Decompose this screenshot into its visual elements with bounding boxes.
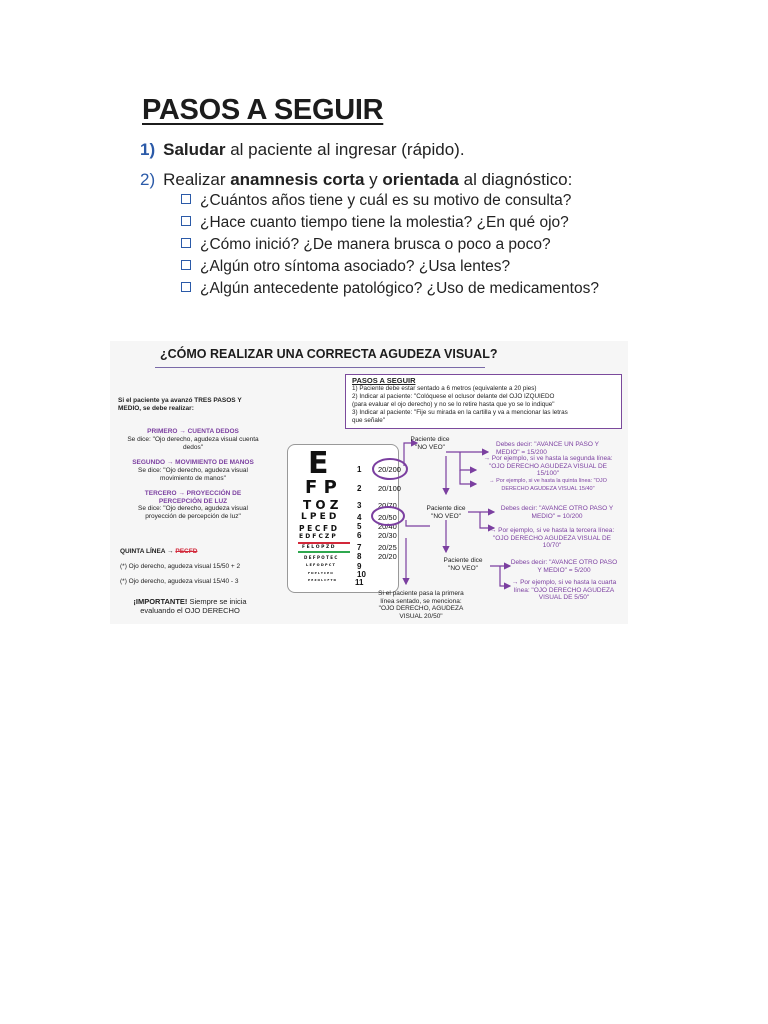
line-number: 2	[357, 484, 362, 493]
acuity-value: 20/25	[378, 543, 397, 552]
chart-letters-row-1: E	[308, 446, 329, 481]
avance-1: Debes decir: "AVANCE UN PASO Y MEDIO" = 15/200	[496, 441, 599, 456]
step-1-bold: Saludar	[163, 140, 226, 159]
line-number: 8	[357, 552, 362, 561]
acuity-value: 20/40	[378, 522, 397, 531]
question-text: ¿Cómo inició? ¿De manera brusca o poco a poco?	[200, 236, 551, 253]
line-number: 4	[357, 513, 362, 522]
bottom-note: Si el paciente pasa la primera línea sentado, se menciona: "OJO DERECHO, AGUDEZA VISUAL 20/50"	[378, 590, 464, 620]
line-number: 7	[357, 543, 362, 552]
circle-20-200	[373, 459, 407, 479]
quinta-label: QUINTA LÍNEA →	[120, 548, 174, 555]
no-veo-label-2: Paciente dice "NO VEO"	[426, 505, 466, 520]
step-2-number: 2)	[140, 170, 156, 189]
avance-2-example: → Por ejemplo, si ve hasta la tercera línea: "OJO DERECHO AGUDEZA VISUAL DE 10/70"	[489, 527, 615, 549]
pasos-line: (para evaluar el ojo derecho) y no se lo retire hasta que yo se lo indique"	[352, 401, 555, 408]
tercero-title: TERCERO → PROYECCIÓN DE PERCEPCIÓN DE LUZ	[144, 490, 242, 505]
acuity-value: 20/50	[378, 513, 397, 522]
line-number: 11	[355, 578, 364, 587]
quinta-example-2: (*) Ojo derecho, agudeza visual 15/40 - 3	[120, 578, 239, 585]
question-text: ¿Cuántos años tiene y cuál es su motivo de consulta?	[200, 192, 572, 209]
segundo-text: Se dice: "Ojo derecho, agudeza visual movimiento de manos"	[138, 467, 248, 482]
tercero-text: Se dice: "Ojo derecho, agudeza visual proyección de percepción de luz"	[138, 505, 248, 520]
step-2-bold-2: orientada	[382, 170, 459, 189]
intro-text: Si el paciente ya avanzó TRES PASOS Y MEDIO, se debe realizar:	[118, 397, 242, 412]
avance-2: Debes decir: "AVANCE OTRO PASO Y MEDIO" = 10/200	[500, 505, 614, 520]
primero-text: Se dice: "Ojo derecho, agudeza visual cuenta dedos"	[127, 436, 259, 451]
line-number: 1	[357, 465, 362, 474]
acuity-value: 20/30	[378, 531, 397, 540]
infographic-title: ¿CÓMO REALIZAR UNA CORRECTA AGUDEZA VISUAL?	[160, 347, 498, 361]
chart-letters-row-9: L E F O D P C T	[306, 563, 335, 567]
step-2-text-2: y	[364, 170, 383, 189]
step-2-text-1: Realizar	[163, 170, 231, 189]
acuity-value: 20/200	[378, 465, 401, 474]
chart-letters-row-11: P E Z O L C F T D	[308, 578, 337, 582]
pasos-line: que señale"	[352, 417, 386, 424]
chart-letters-row-10: F D P L T C E O	[308, 571, 333, 575]
line-number: 3	[357, 501, 362, 510]
acuity-value: 20/70	[378, 501, 397, 510]
question-text: ¿Hace cuanto tiempo tiene la molestia? ¿En qué ojo?	[200, 214, 569, 231]
importante-label: ¡IMPORTANTE!	[133, 597, 188, 606]
step-1-text: al paciente al ingresar (rápido).	[225, 140, 465, 159]
chart-letters-row-4: L P E D	[301, 512, 337, 522]
step-2-bold-1: anamnesis corta	[230, 170, 365, 189]
avance-1-example-1: → Por ejemplo, si ve hasta la segunda línea: "OJO DERECHO AGUDEZA VISUAL DE 15/100"	[483, 455, 613, 477]
chart-letters-row-6: E D F C Z P	[299, 533, 336, 540]
avance-3: Debes decir: "AVANCE OTRO PASO Y MEDIO" = 5/200	[510, 559, 618, 574]
no-veo-label-3: Paciente dice "NO VEO"	[443, 557, 483, 572]
pasos-line: 2) Indicar al paciente: "Colóquese el oclusor delante del OJO IZQUIEDO	[352, 393, 555, 400]
line-number: 6	[357, 531, 362, 540]
circle-20-50	[372, 507, 404, 525]
acuity-value: 20/100	[378, 484, 401, 493]
segundo-title: SEGUNDO → MOVIMIENTO DE MANOS	[132, 459, 254, 466]
question-text: ¿Algún otro síntoma asociado? ¿Usa lentes?	[200, 258, 511, 275]
chart-letters-row-5: P E C F D	[299, 524, 337, 533]
quinta-letters: PECFD	[175, 548, 198, 555]
chart-letters-row-3: T O Z	[303, 498, 339, 512]
avance-3-example: → Por ejemplo, si ve hasta la cuarta línea: "OJO DERECHO AGUDEZA VISUAL DE 5/50"	[511, 579, 617, 601]
line-number: 5	[357, 522, 362, 531]
pasos-line: 3) Indicar al paciente: "Fije su mirada en la cartilla y va a mencionar las letras	[352, 409, 568, 416]
primero-title: PRIMERO → CUENTA DEDOS	[147, 428, 239, 435]
page-title: PASOS A SEGUIR	[142, 94, 384, 126]
line-number: 10	[357, 570, 366, 579]
acuity-value: 20/20	[378, 552, 397, 561]
no-veo-label-1: Paciente dice "NO VEO"	[410, 436, 450, 451]
chart-letters-row-8: D E F P O T E C	[304, 555, 338, 560]
pasos-box-title: PASOS A SEGUIR	[352, 376, 416, 385]
question-text: ¿Algún antecedente patológico? ¿Uso de medicamentos?	[200, 280, 599, 297]
importante-text: Siempre se inicia evaluando el OJO DERECHO	[140, 597, 247, 615]
step-1-number: 1)	[140, 140, 156, 159]
step-2-text-3: al diagnóstico:	[458, 170, 573, 189]
chart-letters-row-7: F E L O P Z D	[302, 545, 335, 550]
pasos-line: 1) Paciente debe estar sentado a 6 metros (equivalente a 20 pies)	[352, 385, 537, 392]
chart-letters-row-2: F P	[305, 477, 337, 498]
quinta-example-1: (*) Ojo derecho, agudeza visual 15/50 + 2	[120, 563, 241, 570]
line-number: 9	[357, 562, 362, 571]
avance-1-example-2: → Por ejemplo, si ve hasta la quinta línea: "OJO DERECHO AGUDEZA VISUAL 15/40"	[489, 478, 607, 492]
